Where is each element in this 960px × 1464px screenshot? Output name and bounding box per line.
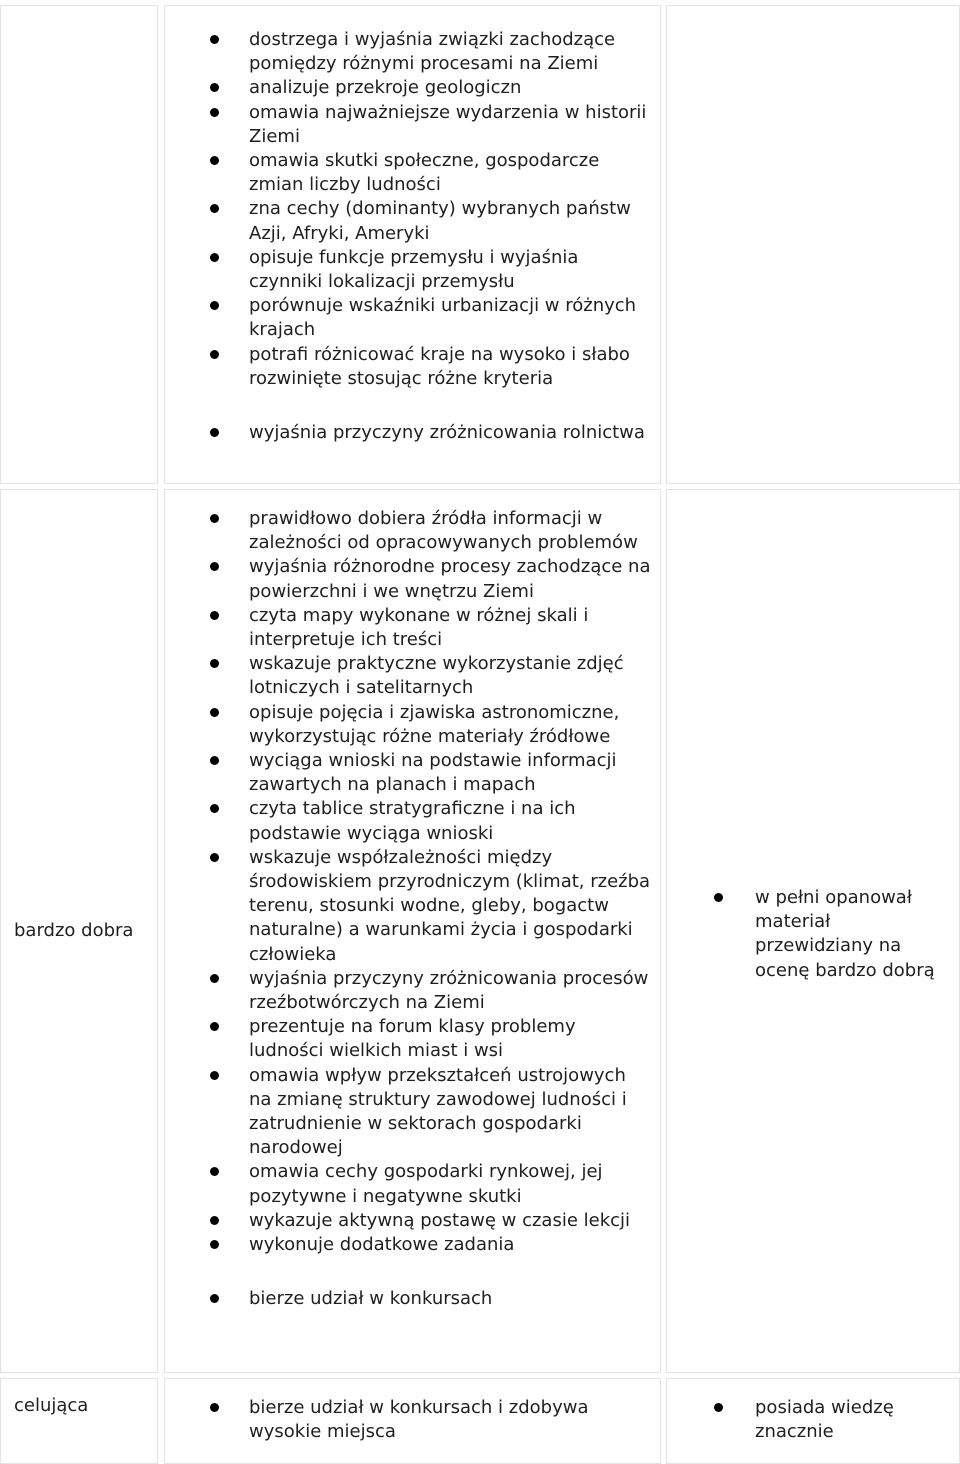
grade-label: bardzo dobra <box>14 920 134 941</box>
list-item: czyta mapy wykonane w różnej skali i interpretuje ich treści <box>209 604 654 652</box>
list-item: prawidłowo dobiera źródła informacji w zależności od opracowywanych problemów <box>209 507 654 555</box>
requirements-cell-row-3 <box>164 1378 661 1464</box>
list-item: omawia skutki społeczne, gospodarcze zmian liczby ludności <box>209 149 654 197</box>
list-item: potrafi różnicować kraje na wysoko i słabo rozwinięte stosując różne kryteria <box>209 343 654 391</box>
list-item: wyjaśnia przyczyny zróżnicowania procesów rzeźbotwórczych na Ziemi <box>209 967 654 1015</box>
list-item: porównuje wskaźniki urbanizacji w różnych krajach <box>209 294 654 342</box>
list-item: wyjaśnia przyczyny zróżnicowania rolnictwa <box>209 421 654 445</box>
list-item: wykonuje dodatkowe zadania <box>209 1233 654 1257</box>
list-item: omawia wpływ przekształceń ustrojowych na zmianę struktury zawodowej ludności i zatrudnienie w sektorach gospodarki narodowej <box>209 1064 654 1161</box>
list-item: wskazuje praktyczne wykorzystanie zdjęć lotniczych i satelitarnych <box>209 652 654 700</box>
summary-cell-row-1 <box>666 5 960 484</box>
list-item: wyciąga wnioski na podstawie informacji zawartych na planach i mapach <box>209 749 654 797</box>
list-item: w pełni opanował materiał przewidziany na ocenę bardzo dobrą <box>713 886 953 983</box>
list-item: analizuje przekroje geologiczn <box>209 76 654 100</box>
summary-list-row-2 <box>713 886 953 983</box>
summary-cell-row-2 <box>666 489 960 1373</box>
list-item: bierze udział w konkursach i zdobywa wysokie miejsca <box>209 1396 654 1444</box>
grade-cell-row-1 <box>0 5 158 484</box>
list-item: wskazuje współzależności między środowiskiem przyrodniczym (klimat, rzeźba terenu, stosunki wodne, gleby, bogactw naturalne) a warunkami życia i gospodarki człowieka <box>209 846 654 967</box>
list-item: opisuje pojęcia i zjawiska astronomiczne, wykorzystując różne materiały źródłowe <box>209 701 654 749</box>
list-item: wykazuje aktywną postawę w czasie lekcji <box>209 1209 654 1233</box>
grade-label: celująca <box>14 1395 89 1416</box>
requirements-list-row-3 <box>209 1396 654 1444</box>
list-item: zna cechy (dominanty) wybranych państw Azji, Afryki, Ameryki <box>209 197 654 245</box>
list-item: omawia cechy gospodarki rynkowej, jej pozytywne i negatywne skutki <box>209 1160 654 1208</box>
list-item: czyta tablice stratygraficzne i na ich podstawie wyciąga wnioski <box>209 797 654 845</box>
list-item: prezentuje na forum klasy problemy ludności wielkich miast i wsi <box>209 1015 654 1063</box>
list-item: wyjaśnia różnorodne procesy zachodzące na powierzchni i we wnętrzu Ziemi <box>209 555 654 603</box>
list-item: posiada wiedzę znacznie <box>713 1396 913 1444</box>
list-item: opisuje funkcje przemysłu i wyjaśnia czynniki lokalizacji przemysłu <box>209 246 654 294</box>
grade-cell-row-3 <box>0 1378 158 1464</box>
requirements-list-row-1 <box>209 28 654 445</box>
requirements-list-row-2 <box>209 507 654 1312</box>
list-item: dostrzega i wyjaśnia związki zachodzące pomiędzy różnymi procesami na Ziemi <box>209 28 654 76</box>
list-item: omawia najważniejsze wydarzenia w historii Ziemi <box>209 101 654 149</box>
requirements-cell-row-1 <box>164 5 661 484</box>
requirements-cell-row-2 <box>164 489 661 1373</box>
summary-cell-row-3 <box>666 1378 960 1464</box>
summary-list-row-3 <box>713 1396 913 1444</box>
grade-cell-row-2 <box>0 489 158 1373</box>
list-item: bierze udział w konkursach <box>209 1287 654 1311</box>
